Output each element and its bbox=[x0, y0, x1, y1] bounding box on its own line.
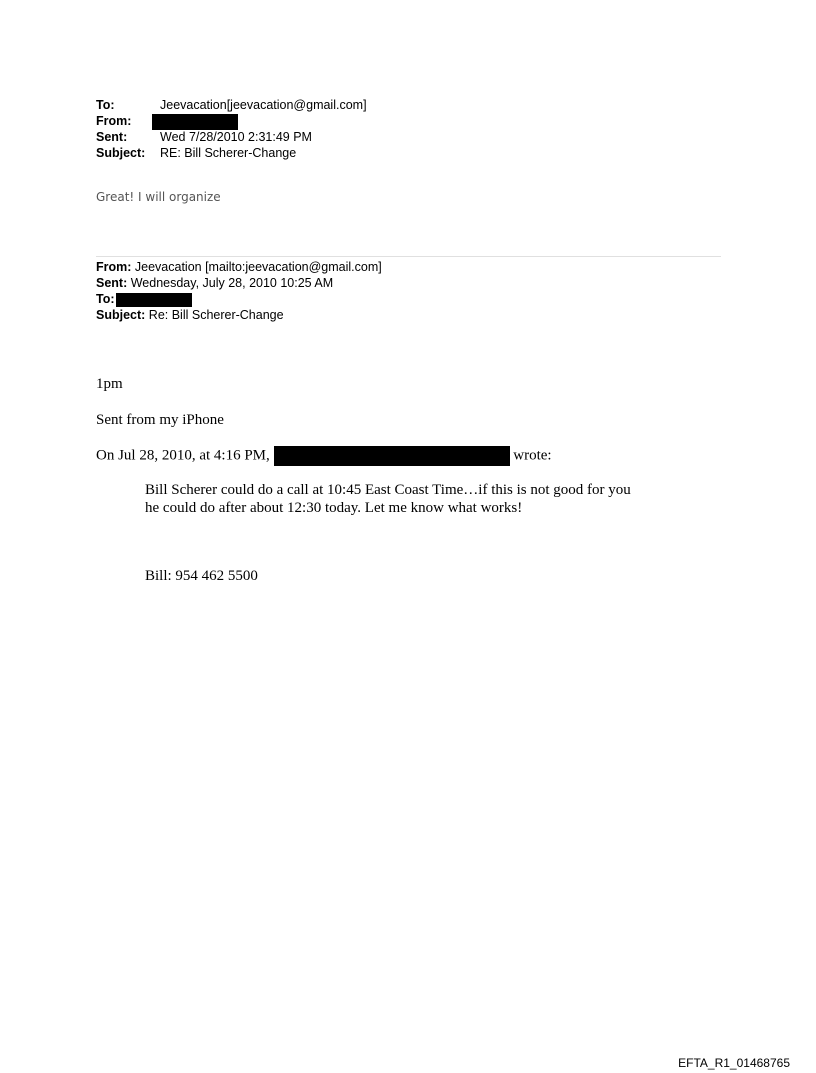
orig-from-label: From: bbox=[96, 260, 132, 274]
iphone-signature: Sent from my iPhone bbox=[96, 412, 224, 428]
orig-to-row bbox=[96, 291, 382, 307]
orig-from-value: Jeevacation [mailto:jeevacation@gmail.com] bbox=[131, 260, 382, 274]
header-to-row bbox=[96, 97, 367, 113]
header-sent-row bbox=[96, 129, 367, 145]
orig-from-row bbox=[96, 259, 382, 275]
orig-sent-label: Sent: bbox=[96, 276, 128, 290]
redaction-block bbox=[274, 446, 510, 466]
orig-to-label: To: bbox=[96, 292, 115, 306]
to-label: To: bbox=[96, 98, 115, 112]
quoted-line-1: Bill Scherer could do a call at 10:45 East Coast Time…if this is not good for you bbox=[145, 482, 631, 498]
original-message-header bbox=[96, 259, 382, 323]
redaction-block bbox=[152, 114, 238, 130]
orig-subject-value: Re: Bill Scherer-Change bbox=[145, 308, 284, 322]
orig-subject-row bbox=[96, 307, 382, 323]
email-header bbox=[96, 97, 367, 161]
quote-intro bbox=[96, 446, 552, 466]
orig-sent-row bbox=[96, 275, 382, 291]
redaction-block bbox=[116, 293, 192, 307]
subject-label: Subject: bbox=[96, 146, 146, 160]
document-id: EFTA_R1_01468765 bbox=[678, 1056, 790, 1070]
quote-intro-prefix: On Jul 28, 2010, at 4:16 PM, bbox=[96, 447, 270, 464]
from-label: From: bbox=[96, 114, 132, 128]
to-value: Jeevacation[jeevacation@gmail.com] bbox=[160, 98, 367, 112]
header-subject-row bbox=[96, 145, 367, 161]
sent-value: Wed 7/28/2010 2:31:49 PM bbox=[160, 130, 312, 144]
sent-label: Sent: bbox=[96, 130, 128, 144]
orig-subject-label: Subject: bbox=[96, 308, 146, 322]
reply-body: Great! I will organize bbox=[96, 190, 221, 204]
quote-intro-suffix: wrote: bbox=[513, 447, 552, 464]
message-line-1pm: 1pm bbox=[96, 376, 123, 392]
quoted-line-2: he could do after about 12:30 today. Let me know what works! bbox=[145, 500, 523, 516]
orig-sent-value: Wednesday, July 28, 2010 10:25 AM bbox=[127, 276, 334, 290]
message-divider bbox=[96, 256, 721, 257]
header-from-row bbox=[96, 113, 367, 129]
subject-value: RE: Bill Scherer-Change bbox=[160, 146, 297, 160]
contact-line: Bill: 954 462 5500 bbox=[145, 568, 258, 584]
